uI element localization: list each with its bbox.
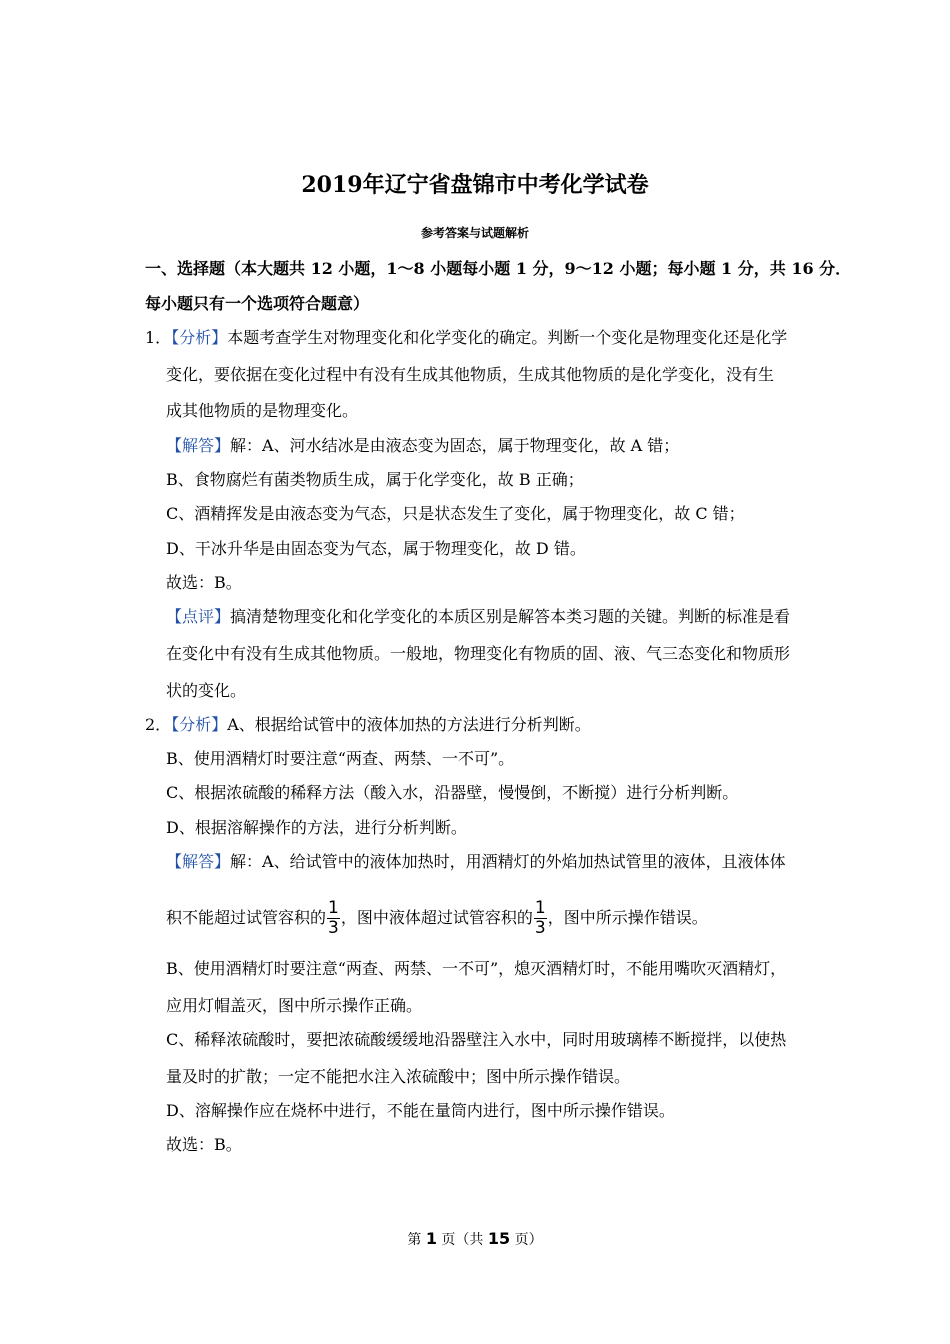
solution-tag: 【解答】 [166,852,231,871]
solution-text: 解：A、河水结冰是由液态变为固态，属于物理变化，故 A 错； [230,436,680,455]
page-subtitle: 参考答案与试题解析 [420,226,529,240]
analysis-tag: 【分析】 [171,328,228,347]
q2-solution-b-line2: 应用灯帽盖灭，图中所示操作正确。 [166,996,423,1015]
page-number: 1 [425,1229,437,1248]
fraction-denominator: 3 [534,918,546,938]
footer-text: 第 [407,1232,426,1248]
q2-solution-c-line2: 量及时的扩散；一定不能把水注入浓硫酸中；图中所示操作错误。 [166,1067,631,1086]
footer-text: 页（共 [436,1232,488,1248]
analysis-text: A、根据给试管中的液体加热的方法进行分析判断。 [227,715,591,734]
comment-text: 搞清楚物理变化和化学变化的本质区别是解答本类习题的关键。判断的标准是看 [230,607,791,626]
q2-analysis-d: D、根据溶解操作的方法，进行分析判断。 [166,818,467,837]
analysis-tag: 【分析】 [171,715,228,734]
total-pages: 15 [487,1229,511,1248]
q1-answer: 故选：B。 [166,573,242,592]
q1-comment-line3: 状的变化。 [166,681,247,700]
comment-tag: 【点评】 [166,607,231,626]
section-heading-line2: 每小题只有一个选项符合题意） [145,294,370,313]
q1-solution-a [166,433,679,456]
question-number: 1． [145,328,172,347]
solution-text-part2: ，图中液体超过试管容积的 [340,908,533,927]
solution-text-part1: 积不能超过试管容积的 [166,908,327,927]
fraction-one-third [534,899,547,938]
q1-solution-d: D、干冰升华是由固态变为气态，属于物理变化，故 D 错。 [166,539,586,558]
fraction-numerator: 1 [328,898,339,918]
q1-analysis-line3: 成其他物质的是物理变化。 [166,401,359,420]
q2-solution-a-line1 [166,849,786,872]
q2-solution-d: D、溶解操作应在烧杯中进行，不能在量筒内进行，图中所示操作错误。 [166,1101,675,1120]
q2-solution-c-line1: C、稀释浓硫酸时，要把浓硫酸缓缓地沿器壁注入水中，同时用玻璃棒不断搅拌，以使热 [166,1030,787,1049]
q2-analysis-c: C、根据浓硫酸的稀释方法（酸入水，沿器壁，慢慢倒，不断搅）进行分析判断。 [166,783,739,802]
q2-analysis-b: B、使用酒精灯时要注意“两查、两禁、一不可”。 [166,749,515,768]
q2-solution-b-line1: B、使用酒精灯时要注意“两查、两禁、一不可”，熄灭酒精灯时，不能用嘴吹灭酒精灯， [166,959,787,978]
q2-solution-a-line2 [166,899,708,938]
q1-solution-c: C、酒精挥发是由液态变为气态，只是状态发生了变化，属于物理变化，故 C 错； [166,504,745,523]
q1-solution-b: B、食物腐烂有菌类物质生成，属于化学变化，故 B 正确； [166,470,584,489]
q1-analysis-line1 [145,325,787,348]
solution-text: 解：A、给试管中的液体加热时，用酒精灯的外焰加热试管里的液体，且液体体 [230,852,786,871]
q1-analysis-line2: 变化，要依据在变化过程中有没有生成其他物质，生成其他物质的是化学变化，没有生 [166,365,775,384]
fraction-numerator: 1 [534,898,546,918]
footer-text: 页） [510,1232,543,1248]
question-number: 2． [145,715,172,734]
solution-tag: 【解答】 [166,436,231,455]
q2-answer: 故选：B。 [166,1135,242,1154]
fraction-one-third [327,899,340,938]
solution-text-part3: ，图中所示操作错误。 [547,908,708,927]
page-title: 2019年辽宁省盘锦市中考化学试卷 [301,172,649,198]
fraction-denominator: 3 [328,918,339,938]
analysis-text: 本题考查学生对物理变化和化学变化的确定。判断一个变化是物理变化还是化学 [227,328,788,347]
section-heading-line1: 一、选择题（本大题共 12 小题，1～8 小题每小题 1 分，9～12 小题；每小题 1 分，共 16 分． [145,259,852,278]
q1-comment-line1 [166,604,790,627]
q1-comment-line2: 在变化中有没有生成其他物质。一般地，物理变化有物质的固、液、气三态变化和物质形 [166,644,791,663]
page-footer [0,1229,950,1249]
q2-analysis-a [145,712,591,735]
